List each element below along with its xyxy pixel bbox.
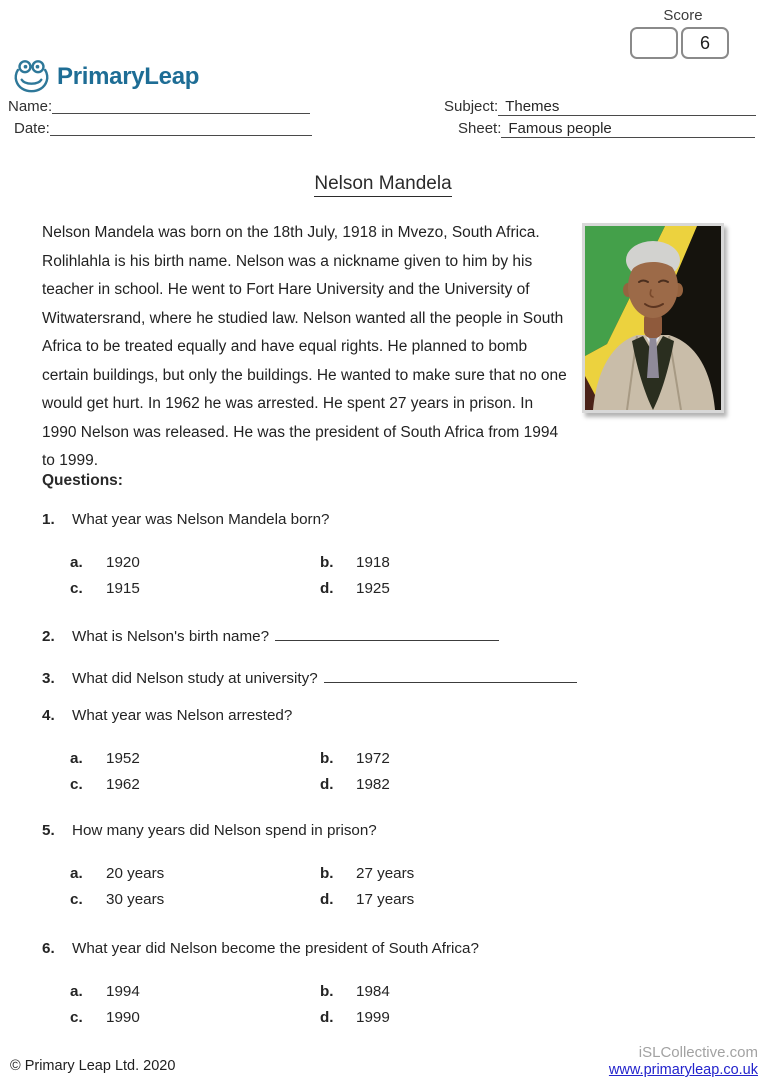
- option-d[interactable]: d. 1999: [320, 1009, 390, 1026]
- date-field: [14, 120, 312, 137]
- option-b[interactable]: b. 1984: [320, 983, 390, 1000]
- option-c[interactable]: c. 1915: [70, 580, 140, 597]
- worksheet-title: Nelson Mandela: [0, 173, 766, 195]
- question-number: 2.: [42, 628, 55, 645]
- subject-field: [444, 98, 756, 117]
- reading-passage: [42, 219, 724, 476]
- option-c[interactable]: c. 1990: [70, 1009, 140, 1026]
- score-section: [630, 7, 736, 59]
- sheet-field: [458, 120, 755, 139]
- options-grid: [70, 748, 722, 796]
- question-number: 6.: [42, 940, 55, 957]
- option-d[interactable]: d. 1925: [320, 580, 390, 597]
- name-label: Name:: [8, 98, 53, 115]
- score-value: 6: [699, 32, 710, 53]
- option-c[interactable]: c. 1962: [70, 776, 140, 793]
- option-a[interactable]: a. 1994: [70, 983, 140, 1000]
- options-grid: [70, 981, 722, 1029]
- sheet-value-line: [501, 120, 755, 138]
- question-text: How many years did Nelson spend in prison?: [72, 822, 377, 839]
- question-text: What year did Nelson become the president of South Africa?: [72, 940, 479, 957]
- date-input-line[interactable]: [50, 120, 312, 136]
- sheet-label: Sheet:: [458, 120, 502, 137]
- question-2: [42, 626, 722, 647]
- islcollective-watermark: iSLCollective.com: [638, 1044, 758, 1061]
- answer-blank[interactable]: [324, 668, 577, 683]
- question-6: [42, 938, 722, 1029]
- question-text: What did Nelson study at university?: [72, 670, 318, 687]
- option-b[interactable]: b. 1918: [320, 554, 390, 571]
- subject-label: Subject:: [444, 98, 499, 115]
- date-label: Date:: [14, 120, 50, 137]
- primary-leap-logo: [13, 59, 199, 94]
- question-number: 1.: [42, 511, 55, 528]
- copyright-text: © Primary Leap Ltd. 2020: [10, 1058, 176, 1074]
- sheet-value: Famous people: [508, 120, 612, 137]
- question-3: [42, 668, 722, 689]
- subject-value-line: [498, 98, 756, 116]
- option-c[interactable]: c. 30 years: [70, 891, 165, 908]
- option-a[interactable]: a. 20 years: [70, 865, 165, 882]
- option-b[interactable]: b. 1972: [320, 750, 390, 767]
- question-number: 4.: [42, 707, 55, 724]
- frog-icon: [13, 59, 50, 94]
- question-5: [42, 820, 722, 911]
- question-number: 3.: [42, 670, 55, 687]
- name-input-line[interactable]: [52, 98, 310, 114]
- question-text: What year was Nelson arrested?: [72, 707, 293, 724]
- score-box-total: [681, 27, 729, 59]
- option-d[interactable]: d. 1982: [320, 776, 390, 793]
- question-4: [42, 705, 722, 796]
- name-field: [8, 98, 310, 115]
- score-boxes: [630, 27, 736, 59]
- options-grid: [70, 863, 722, 911]
- question-text: What year was Nelson Mandela born?: [72, 511, 330, 528]
- answer-blank[interactable]: [275, 626, 499, 641]
- option-d[interactable]: d. 17 years: [320, 891, 415, 908]
- option-b[interactable]: b. 27 years: [320, 865, 415, 882]
- question-number: 5.: [42, 822, 55, 839]
- subject-value: Themes: [505, 98, 560, 115]
- score-box-empty[interactable]: [630, 27, 678, 59]
- option-a[interactable]: a. 1920: [70, 554, 140, 571]
- logo-text: PrimaryLeap: [57, 62, 200, 90]
- score-label: Score: [663, 7, 703, 24]
- passage-text: Nelson Mandela was born on the 18th July, 1918 in Mvezo, South Africa. Rolihlahla is his birth name. Nelson was a nickname given to him by his teacher in school. He went to Fort Hare University and the University of Witwatersrand, where he studied law. Nelson wanted all the people in South Africa to be treated equally and have equal rights. He planned to bomb certain buildings, but only the buildings. He wanted to make sure that no one would get hurt. In 1962 he was arrested. He spent 27 years in prison. In 1990 Nelson was released. He was the president of South Africa from 1994 to 1999.: [42, 224, 567, 469]
- primaryleap-link[interactable]: www.primaryleap.co.uk: [608, 1062, 758, 1078]
- question-1: [42, 509, 722, 600]
- question-text: What is Nelson's birth name?: [72, 628, 270, 645]
- questions-heading: Questions:: [42, 472, 123, 489]
- options-grid: [70, 552, 722, 600]
- option-a[interactable]: a. 1952: [70, 750, 140, 767]
- mandela-photo: [582, 223, 724, 413]
